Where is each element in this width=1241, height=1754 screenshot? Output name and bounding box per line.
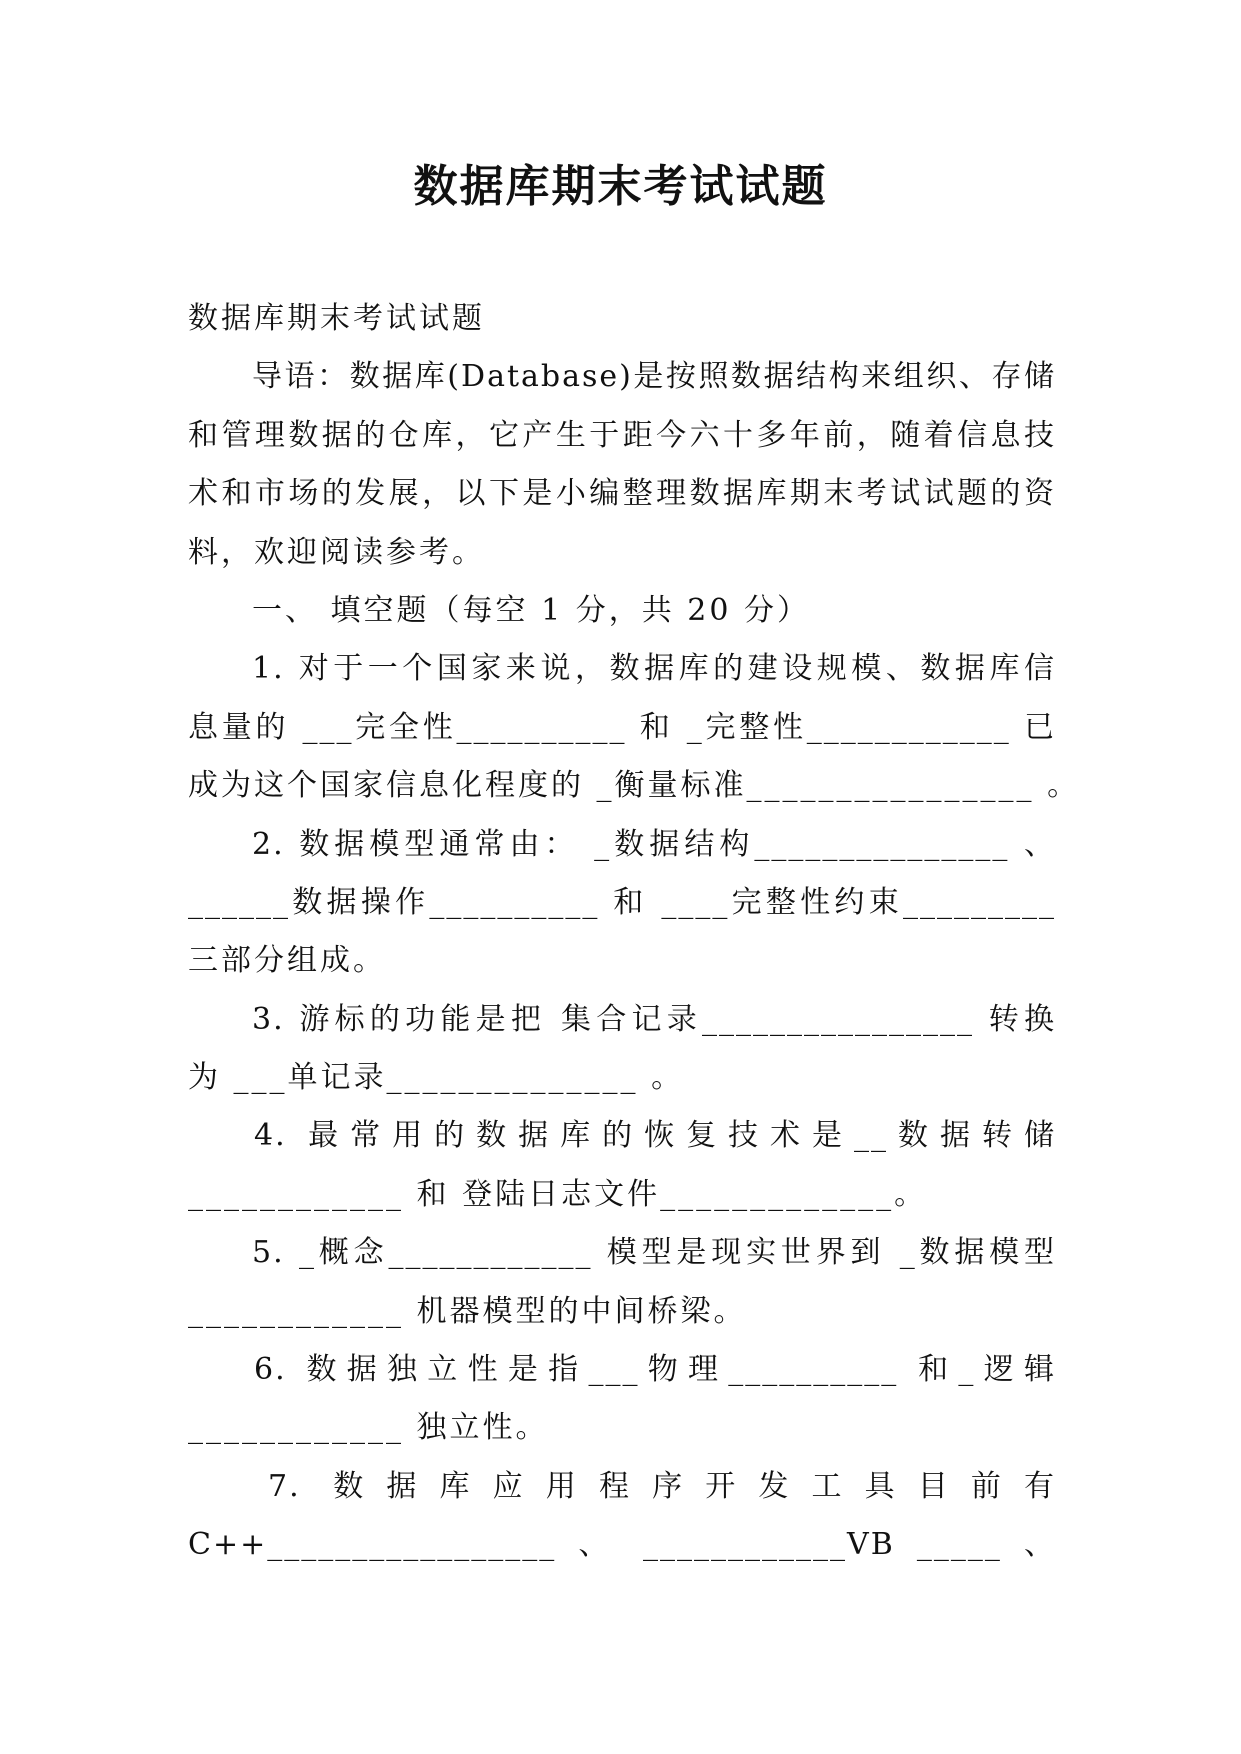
- question-line: 3. 游标的功能是把 集合记录________________ 转换: [252, 1001, 1056, 1037]
- question-line: C++_________________ 、 ____________VB _____ 、: [188, 1527, 1056, 1563]
- question-line: 2. 数据模型通常由： _数据结构_______________ 、: [252, 826, 1056, 862]
- question-line: 三部分组成。: [188, 943, 386, 979]
- question-line: ____________ 机器模型的中间桥梁。: [188, 1293, 747, 1329]
- document-title: 数据库期末考试试题: [413, 161, 828, 212]
- section-heading: 一、 填空题（每空 1 分，共 20 分）: [252, 592, 810, 628]
- question-line: 为 ___单记录______________ 。: [188, 1060, 685, 1096]
- subtitle-line: 数据库期末考试试题: [188, 301, 485, 336]
- intro-line: 料，欢迎阅读参考。: [188, 534, 485, 570]
- intro-line: 术和市场的发展，以下是小编整理数据库期末考试试题的资: [188, 476, 1056, 512]
- question-line: 6. 数据独立性是指___物理__________ 和_逻辑: [254, 1352, 1056, 1388]
- document-body: [188, 290, 1081, 1575]
- intro-line: 导语：数据库(Database)是按照数据结构来组织、存储: [252, 359, 1056, 395]
- question-line: 5. _概念____________ 模型是现实世界到 _数据模型: [252, 1235, 1056, 1271]
- question-line: 1. 对于一个国家来说，数据库的建设规模、数据库信: [252, 651, 1056, 687]
- intro-line: 和管理数据的仓库，它产生于距今六十多年前，随着信息技: [188, 417, 1056, 453]
- question-line: 成为这个国家信息化程度的 _衡量标准________________ 。: [188, 768, 1081, 804]
- question-line: 7. 数据库应用程序开发工具目前有: [268, 1468, 1056, 1504]
- question-line: ____________ 和 登陆日志文件_____________。: [188, 1176, 928, 1212]
- question-line: 息量的 ___完全性__________ 和 _完整性____________ 已: [188, 709, 1056, 745]
- question-line: 4. 最常用的数据库的恢复技术是__数据转储: [254, 1118, 1056, 1154]
- question-line: ______数据操作__________ 和 ____完整性约束_________: [188, 884, 1056, 920]
- question-line: ____________ 独立性。: [188, 1410, 549, 1446]
